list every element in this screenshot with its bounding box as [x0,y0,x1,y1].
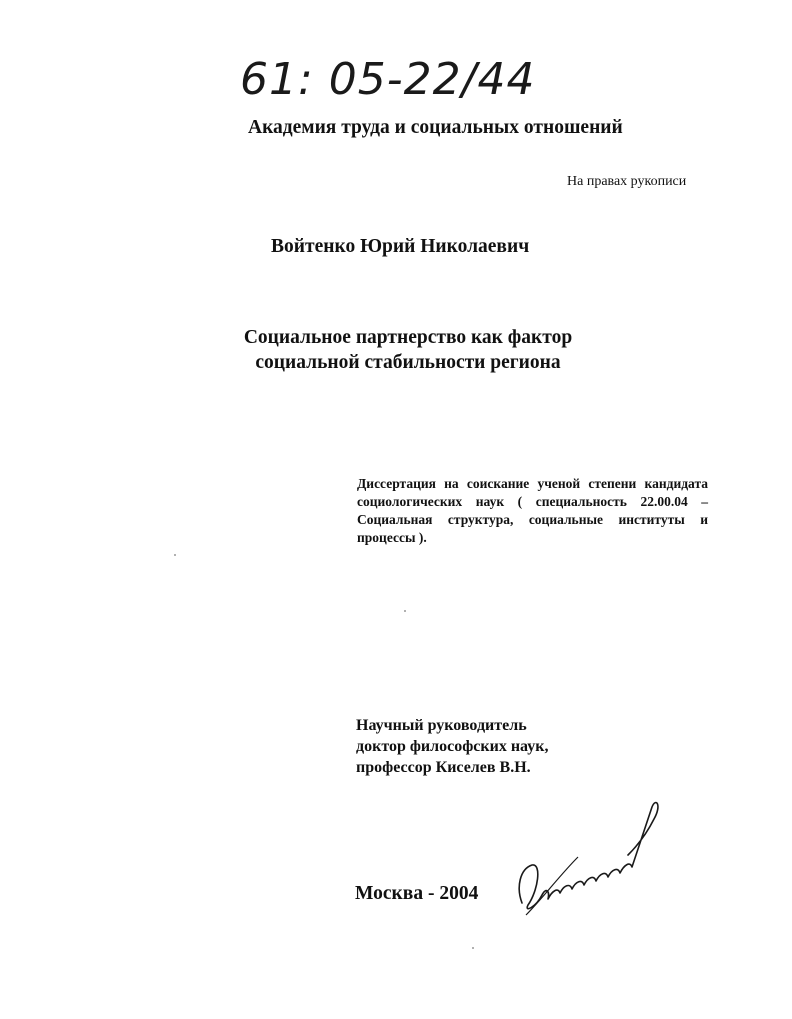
supervisor-line-2: доктор философских наук, [356,738,549,755]
author-name: Войтенко Юрий Николаевич [271,236,530,257]
city-year: Москва - 2004 [355,883,479,904]
dissertation-title [230,325,586,375]
scan-speck [174,554,176,556]
supervisor-line-1: Научный руководитель [356,717,527,734]
signature-stroke [519,803,658,909]
academy-name: Академия труда и социальных отношений [248,117,623,138]
scan-speck [472,947,474,949]
supervisor-line-3: профессор Киселев В.Н. [356,759,531,776]
signature [512,795,662,920]
supervisor-block [356,715,548,778]
title-line-2: социальной стабильности региона [255,352,561,373]
title-line-1: Социальное партнерство как фактор [243,327,573,348]
scan-speck [404,610,406,612]
handwritten-archive-code [236,36,536,116]
archive-code-text: 61: 05-22/44 [240,54,536,105]
manuscript-rights-label: На правах рукописи [567,174,687,189]
dissertation-note: Диссертация на соискание ученой степени кандидата социологических наук ( специальность 22.00.04 – Социальная структура, социальные институты и процессы ). [357,476,708,545]
